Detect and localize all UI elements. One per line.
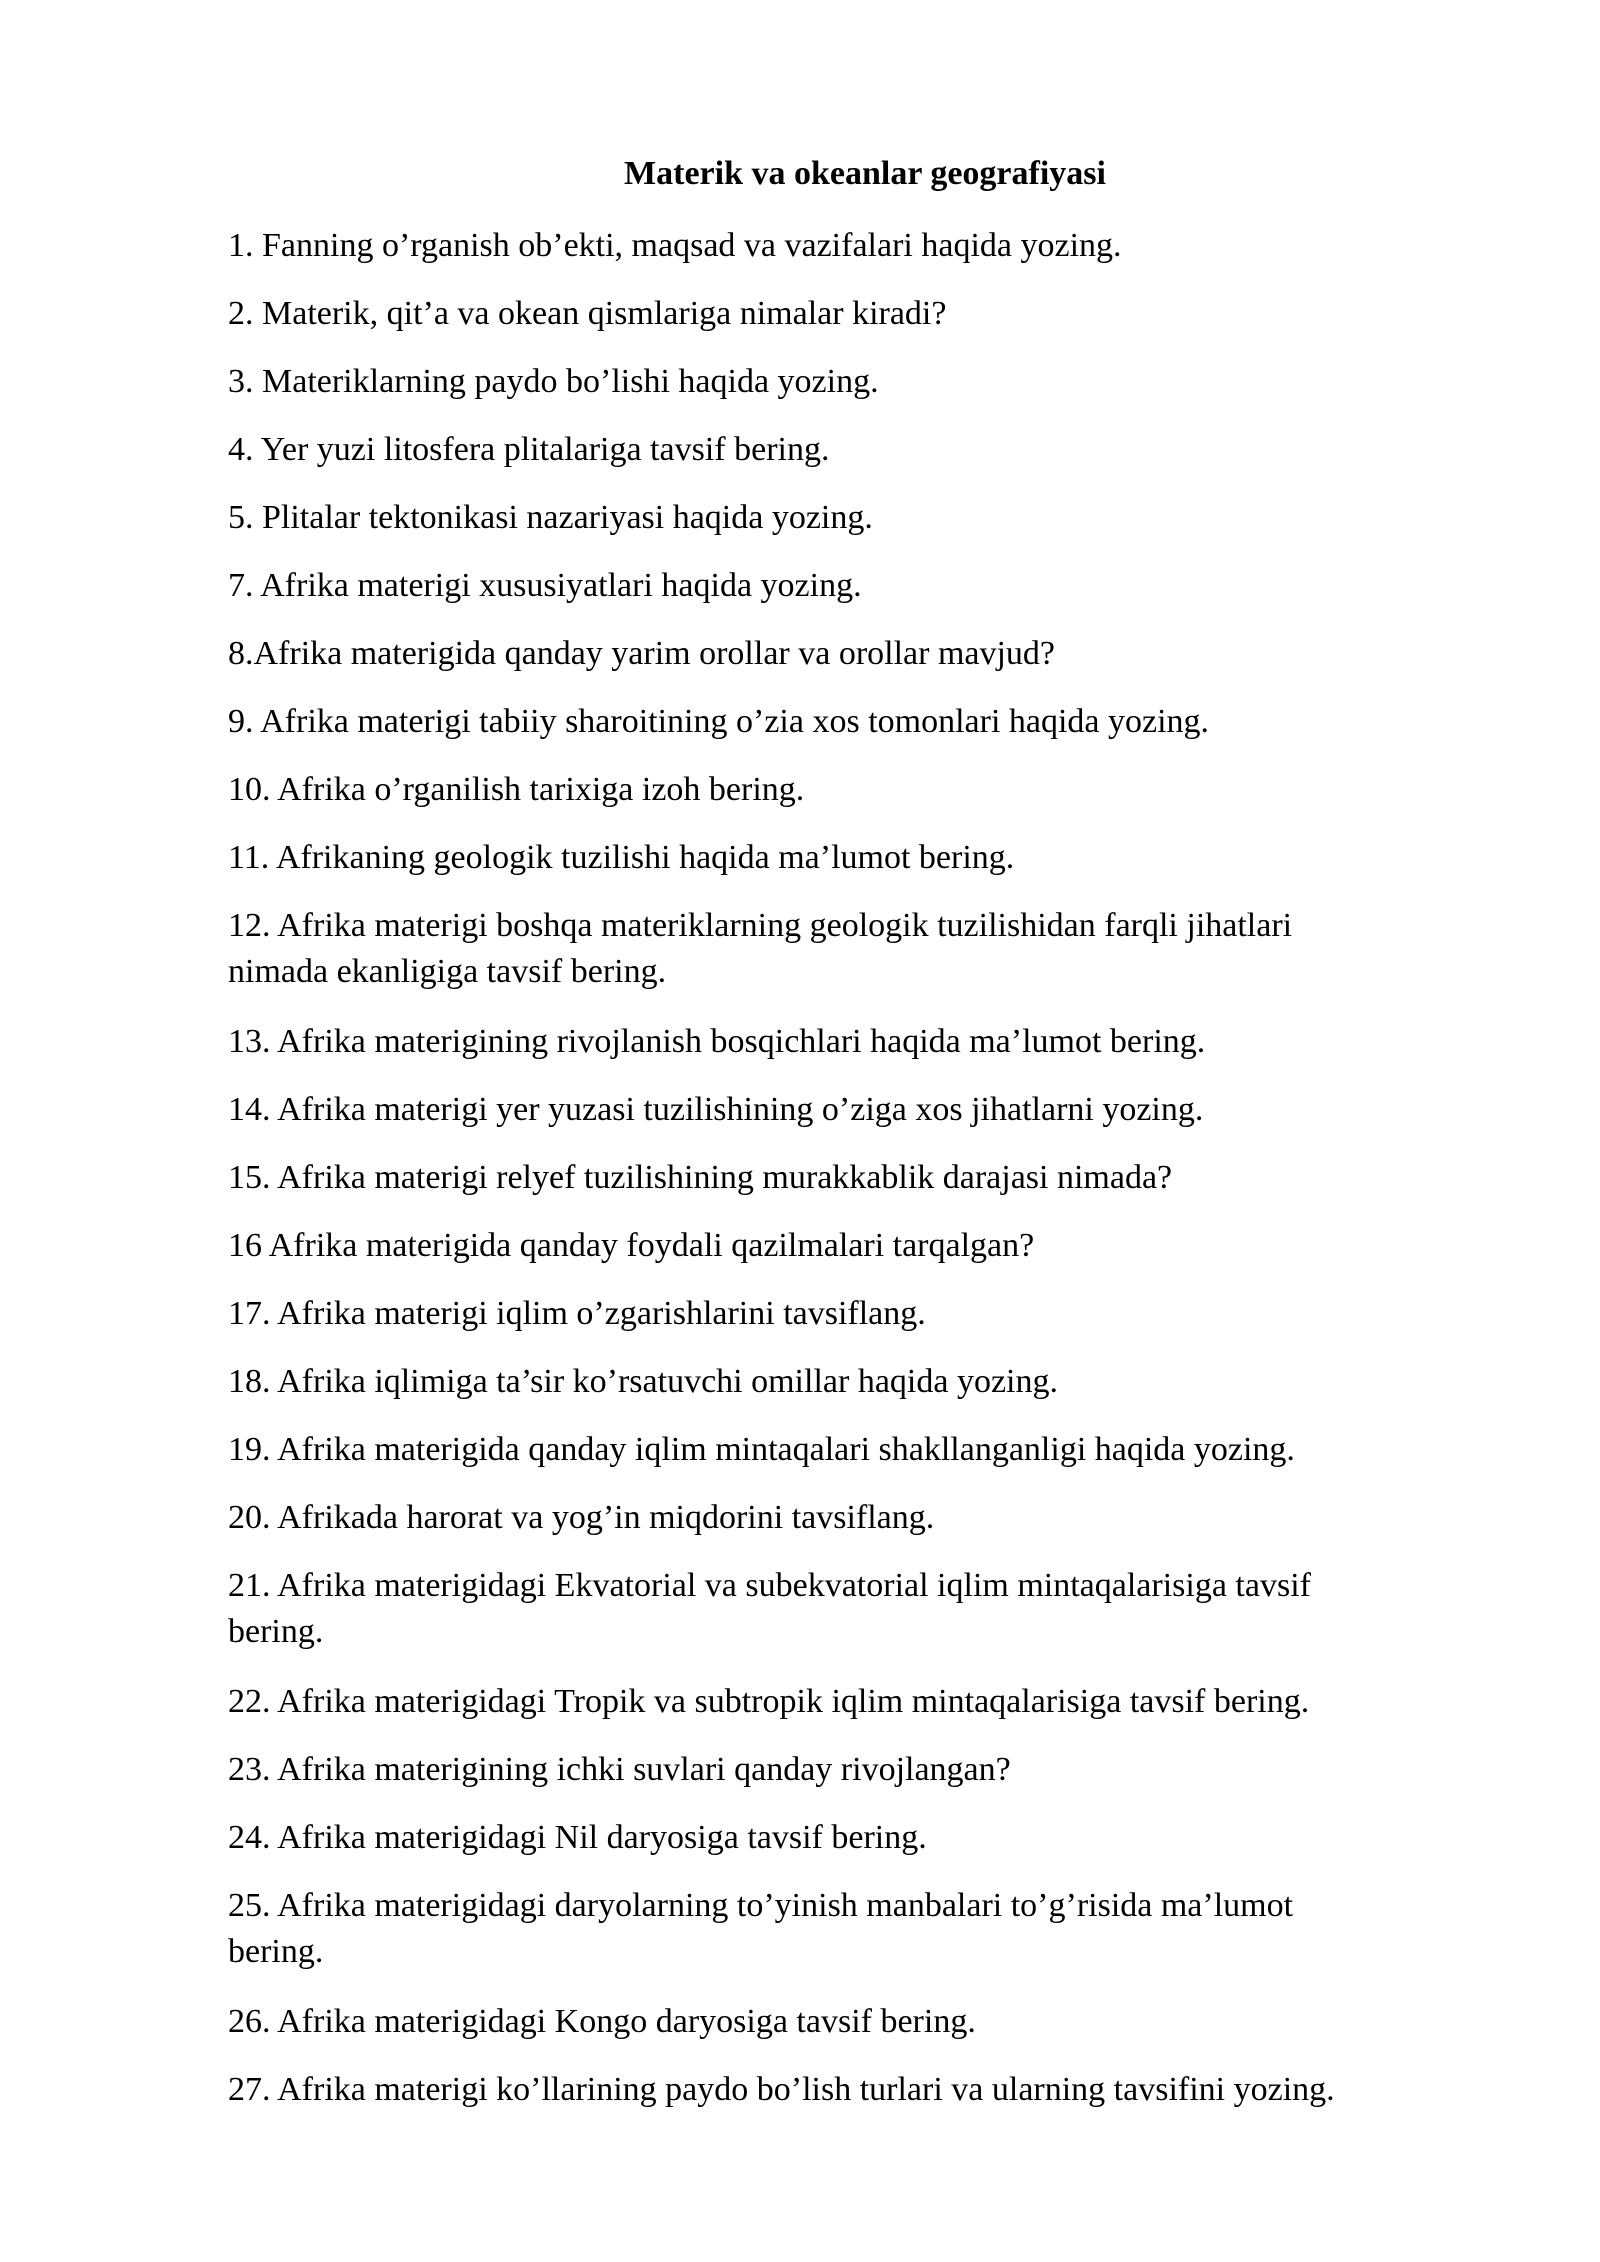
question-line: 11. Afrikaning geologik tuzilishi haqida ma’lumot bering. (228, 839, 1015, 876)
question-1 (228, 223, 1468, 269)
question-19 (228, 1427, 1468, 1473)
question-13 (228, 1019, 1468, 1065)
question-line: 7. Afrika materigi xususiyatlari haqida yozing. (228, 567, 862, 604)
question-line: 8.Afrika materigida qanday yarim orollar va orollar mavjud? (228, 635, 1056, 672)
question-15 (228, 1155, 1468, 1201)
question-line: 23. Afrika materigining ichki suvlari qanday rivojlangan? (228, 1751, 1011, 1788)
question-line: 9. Afrika materigi tabiiy sharoitining o’zia xos tomonlari haqida yozing. (228, 703, 1210, 740)
question-5 (228, 495, 1468, 541)
question-line: 25. Afrika materigidagi daryolarning to’yinish manbalari to’g’risida ma’lumot (228, 1887, 1294, 1924)
question-12 (228, 903, 1468, 995)
question-line: 5. Plitalar tektonikasi nazariyasi haqida yozing. (228, 499, 873, 536)
question-line: 3. Materiklarning paydo bo’lishi haqida yozing. (228, 363, 879, 400)
question-line: 16 Afrika materigida qanday foydali qazilmalari tarqalgan? (228, 1227, 1035, 1264)
question-8 (228, 631, 1468, 677)
question-9 (228, 699, 1468, 745)
question-line: 10. Afrika o’rganilish tarixiga izoh bering. (228, 771, 805, 808)
question-line: nimada ekanligiga tavsif bering. (228, 953, 667, 990)
question-16 (228, 1223, 1468, 1269)
question-line: 27. Afrika materigi ko’llarining paydo bo’lish turlari va ularning tavsifini yozing. (228, 2071, 1335, 2108)
question-line: 17. Afrika materigi iqlim o’zgarishlarini tavsiflang. (228, 1295, 926, 1332)
question-3 (228, 359, 1468, 405)
question-line: 19. Afrika materigida qanday iqlim mintaqalari shakllanganligi haqida yozing. (228, 1431, 1295, 1468)
question-line: 1. Fanning o’rganish ob’ekti, maqsad va vazifalari haqida yozing. (228, 227, 1122, 264)
question-line: 4. Yer yuzi litosfera plitalariga tavsif bering. (228, 431, 830, 468)
question-line: 14. Afrika materigi yer yuzasi tuzilishining o’ziga xos jihatlarni yozing. (228, 1091, 1204, 1128)
question-17 (228, 1291, 1468, 1337)
question-7 (228, 563, 1468, 609)
question-line: 2. Materik, qit’a va okean qismlariga nimalar kiradi? (228, 295, 947, 332)
question-25 (228, 1883, 1468, 1975)
question-14 (228, 1087, 1468, 1133)
question-23 (228, 1747, 1468, 1793)
document-title: Materik va okeanlar geografiyasi (624, 155, 1106, 192)
question-24 (228, 1815, 1468, 1861)
question-line: 13. Afrika materigining rivojlanish bosqichlari haqida ma’lumot bering. (228, 1023, 1206, 1060)
question-line: 12. Afrika materigi boshqa materiklarning geologik tuzilishidan farqli jihatlari (228, 907, 1293, 944)
question-4 (228, 427, 1468, 473)
question-line: 22. Afrika materigidagi Tropik va subtropik iqlim mintaqalarisiga tavsif bering. (228, 1683, 1310, 1720)
question-22 (228, 1679, 1468, 1725)
question-line: 18. Afrika iqlimiga ta’sir ko’rsatuvchi omillar haqida yozing. (228, 1363, 1058, 1400)
question-line: 26. Afrika materigidagi Kongo daryosiga tavsif bering. (228, 2003, 976, 2040)
question-line: 21. Afrika materigidagi Ekvatorial va subekvatorial iqlim mintaqalarisiga tavsif (228, 1567, 1311, 1604)
question-26 (228, 1999, 1468, 2045)
question-21 (228, 1563, 1468, 1655)
question-2 (228, 291, 1468, 337)
question-11 (228, 835, 1468, 881)
question-line: 24. Afrika materigidagi Nil daryosiga tavsif bering. (228, 1819, 927, 1856)
question-20 (228, 1495, 1468, 1541)
question-line: 15. Afrika materigi relyef tuzilishining murakkablik darajasi nimada? (228, 1159, 1173, 1196)
question-line: 20. Afrikada harorat va yog’in miqdorini tavsiflang. (228, 1499, 935, 1536)
question-10 (228, 767, 1468, 813)
question-line: bering. (228, 1613, 324, 1650)
question-27 (228, 2067, 1468, 2113)
question-line: bering. (228, 1933, 324, 1970)
question-18 (228, 1359, 1468, 1405)
